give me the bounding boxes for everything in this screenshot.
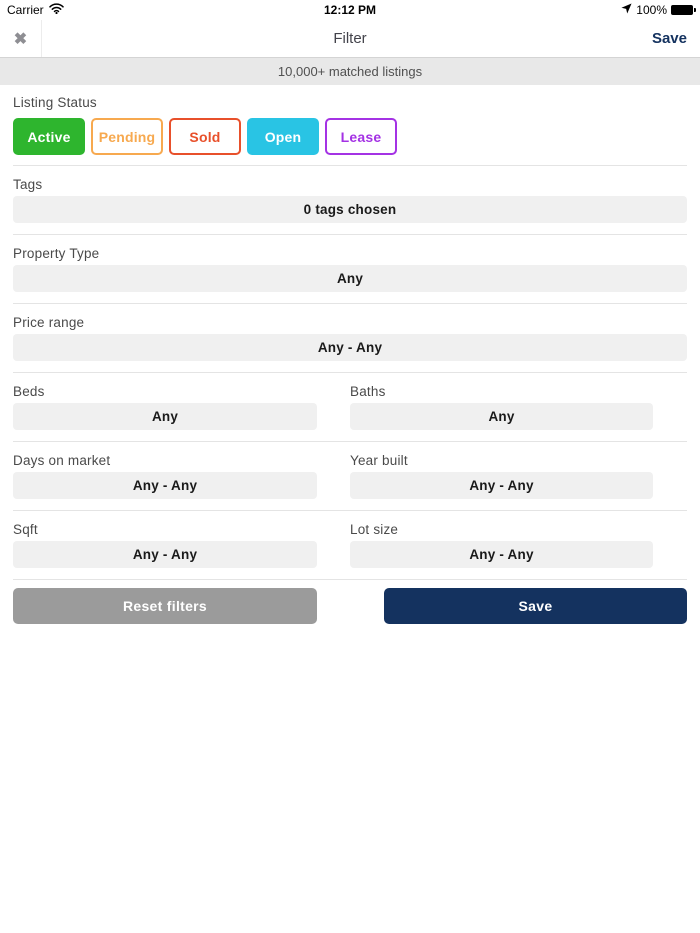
reset-filters-button[interactable]: Reset filters bbox=[13, 588, 317, 624]
price-range-field[interactable]: Any - Any bbox=[13, 334, 687, 361]
tags-field[interactable]: 0 tags chosen bbox=[13, 196, 687, 223]
nav-save-button[interactable]: Save bbox=[639, 20, 700, 57]
close-icon: ✖ bbox=[13, 30, 28, 48]
days-on-market-field[interactable]: Any - Any bbox=[13, 472, 317, 499]
divider bbox=[13, 165, 687, 166]
matched-listings-banner bbox=[0, 58, 700, 85]
year-built-field[interactable]: Any - Any bbox=[350, 472, 653, 499]
divider bbox=[13, 234, 687, 235]
wifi-icon bbox=[49, 3, 64, 17]
status-button-lease[interactable]: Lease bbox=[325, 118, 397, 155]
baths-field[interactable]: Any bbox=[350, 403, 653, 430]
baths-label: Baths bbox=[350, 384, 386, 399]
days-on-market-label: Days on market bbox=[13, 453, 111, 468]
listing-status-options bbox=[13, 118, 687, 155]
status-button-pending[interactable]: Pending bbox=[91, 118, 163, 155]
status-button-sold[interactable]: Sold bbox=[169, 118, 241, 155]
battery-icon bbox=[671, 5, 693, 15]
beds-field[interactable]: Any bbox=[13, 403, 317, 430]
beds-label: Beds bbox=[13, 384, 45, 399]
battery-percent-label: 100% bbox=[636, 3, 667, 17]
property-type-field[interactable]: Any bbox=[13, 265, 687, 292]
location-arrow-icon bbox=[621, 3, 632, 17]
tags-label: Tags bbox=[13, 177, 43, 192]
clock-label: 12:12 PM bbox=[323, 3, 377, 17]
matched-listings-text: 10,000+ matched listings bbox=[277, 64, 423, 79]
lot-size-field[interactable]: Any - Any bbox=[350, 541, 653, 568]
filter-form bbox=[0, 95, 700, 624]
save-button[interactable]: Save bbox=[384, 588, 687, 624]
sqft-field[interactable]: Any - Any bbox=[13, 541, 317, 568]
carrier-label: Carrier bbox=[7, 3, 44, 17]
price-range-label: Price range bbox=[13, 315, 85, 330]
listing-status-label: Listing Status bbox=[13, 95, 97, 110]
nav-bar bbox=[0, 20, 700, 58]
status-button-active[interactable]: Active bbox=[13, 118, 85, 155]
divider bbox=[13, 579, 687, 580]
status-button-open[interactable]: Open bbox=[247, 118, 319, 155]
sqft-label: Sqft bbox=[13, 522, 38, 537]
page-title: Filter bbox=[333, 30, 367, 47]
close-button[interactable] bbox=[0, 20, 42, 57]
status-bar bbox=[0, 0, 700, 20]
lot-size-label: Lot size bbox=[350, 522, 399, 537]
year-built-label: Year built bbox=[350, 453, 408, 468]
property-type-label: Property Type bbox=[13, 246, 100, 261]
divider bbox=[13, 303, 687, 304]
